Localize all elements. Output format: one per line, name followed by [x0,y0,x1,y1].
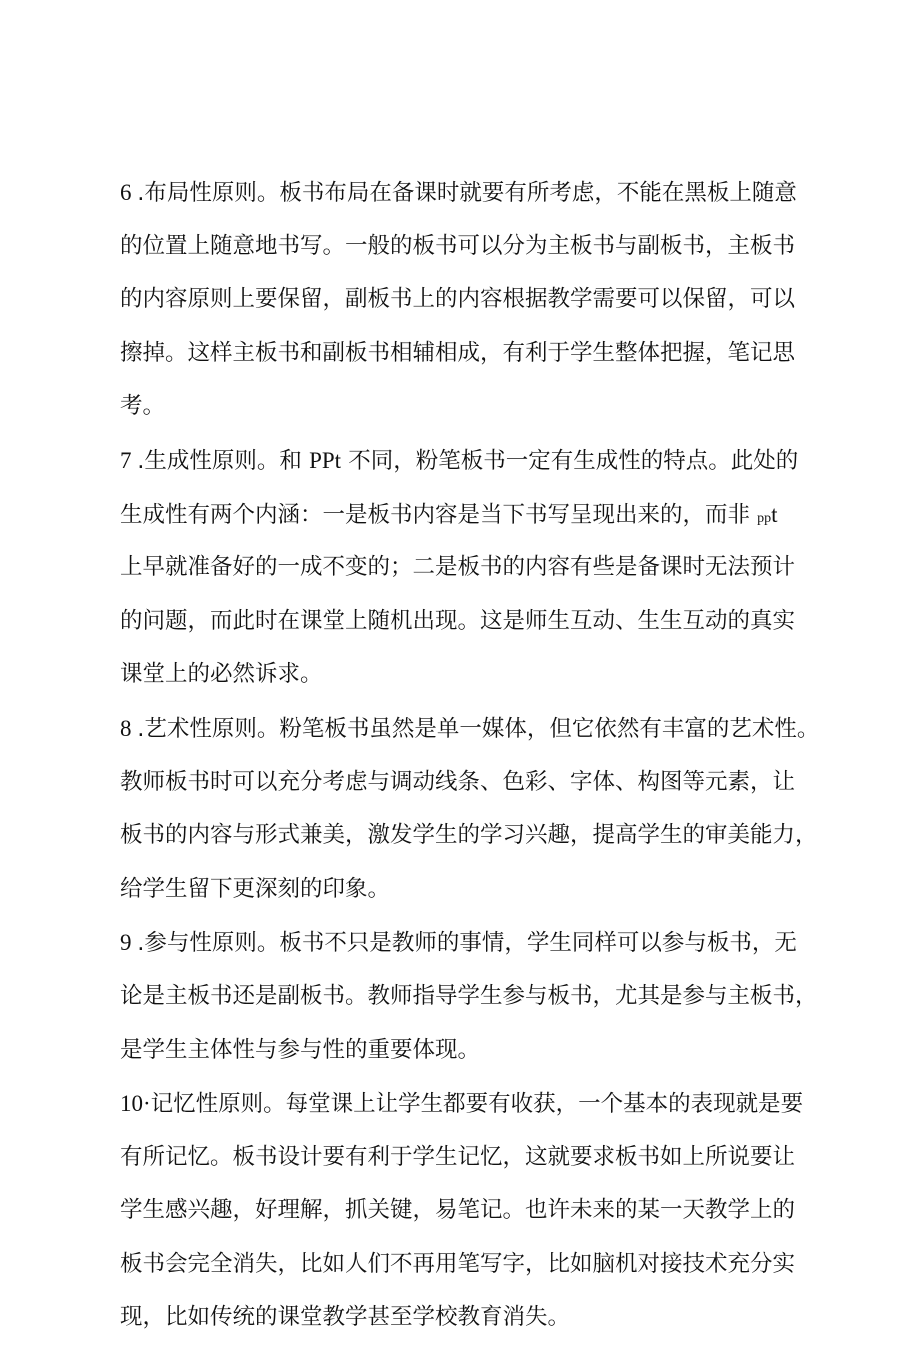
body-text: 教师板书时可以充分考虑与调动线条、色彩、字体、构图等元素，让 [120,768,796,795]
body-text: .生成性原则。和 [137,447,310,474]
numeral-text: pp [757,510,772,526]
paragraph [120,166,810,434]
text-line [120,916,810,970]
body-text: 是学生主体性与参与性的重要体现。 [120,1036,481,1063]
text-line [120,809,818,863]
text-line [120,1291,810,1345]
body-text: .参与性原则。板书不只是教师的事情，学生同样可以参与板书，无 [137,930,797,957]
text-line [120,702,820,756]
body-text: 上早就准备好的一成不变的；二是板书的内容有些是备课时无法预计 [120,554,796,581]
paragraph [120,1077,810,1345]
document-body [120,166,820,1345]
numeral-text: 7 [120,447,138,473]
body-text: 生成性有两个内涵：一是板书内容是当下书写呈现出来的，而非 [120,501,758,528]
text-line [120,1184,810,1238]
paragraph [120,916,818,1077]
body-text: 的问题，而此时在课堂上随机出现。这是师生互动、生生互动的真实 [120,607,796,634]
text-line [120,541,810,595]
body-text: 给学生留下更深刻的印象。 [120,875,391,902]
body-text: 有所记忆。板书设计要有利于学生记忆，这就要求板书如上所说要让 [120,1143,796,1170]
paragraph [120,434,810,702]
body-text: 论是主板书还是副板书。教师指导学生参与板书，尤其是参与主板书， [120,982,818,1009]
body-text: .布局性原则。板书布局在备课时就要有所考虑，不能在黑板上随意 [137,180,797,206]
text-line [120,327,810,381]
numeral-text: PPt [309,447,342,473]
body-text: 现，比如传统的课堂教学甚至学校教育消失。 [120,1304,571,1331]
text-line [120,1077,810,1131]
numeral-text: 10· [120,1091,151,1117]
text-line [120,380,810,434]
text-line [120,970,818,1024]
text-line [120,595,810,649]
body-text: 板书会完全消失，比如人们不再用笔写字，比如脑机对接技术充分实 [120,1250,796,1277]
body-text: 学生感兴趣，好理解，抓关键，易笔记。也许未来的某一天教学上的 [120,1197,796,1224]
body-text: 的内容原则上要保留，副板书上的内容根据教学需要可以保留，可以 [120,286,796,313]
text-line [120,1024,810,1078]
text-line [120,273,810,327]
body-text: .艺术性原则。粉笔板书虽然是单一媒体，但它依然有丰富的艺术性。 [137,715,820,742]
text-line [120,756,810,810]
text-line [120,488,810,542]
numeral-text: 9 [120,930,138,956]
numeral-text: 8 [120,715,138,741]
text-line [120,1238,810,1292]
paragraph [120,702,820,916]
numeral-text: 6 [120,180,138,205]
text-line [120,434,810,488]
numeral-text: t [771,501,778,527]
text-line [120,166,810,220]
text-line [120,1131,810,1185]
text-line [120,220,810,274]
body-text: 记忆性原则。每堂课上让学生都要有收获，一个基本的表现就是要 [150,1091,804,1118]
body-text: 的位置上随意地书写。一般的板书可以分为主板书与副板书，主板书 [120,232,796,259]
body-text: 板书的内容与形式兼美，激发学生的学习兴趣，提高学生的审美能力， [120,822,818,849]
text-line [120,648,810,702]
text-line [120,863,810,917]
body-text: 考。 [120,393,166,420]
body-text: 不同，粉笔板书一定有生成性的特点。此处的 [341,447,799,474]
body-text: 课堂上的必然诉求。 [120,661,323,688]
body-text: 擦掉。这样主板书和副板书相辅相成，有利于学生整体把握，笔记思 [120,339,796,366]
